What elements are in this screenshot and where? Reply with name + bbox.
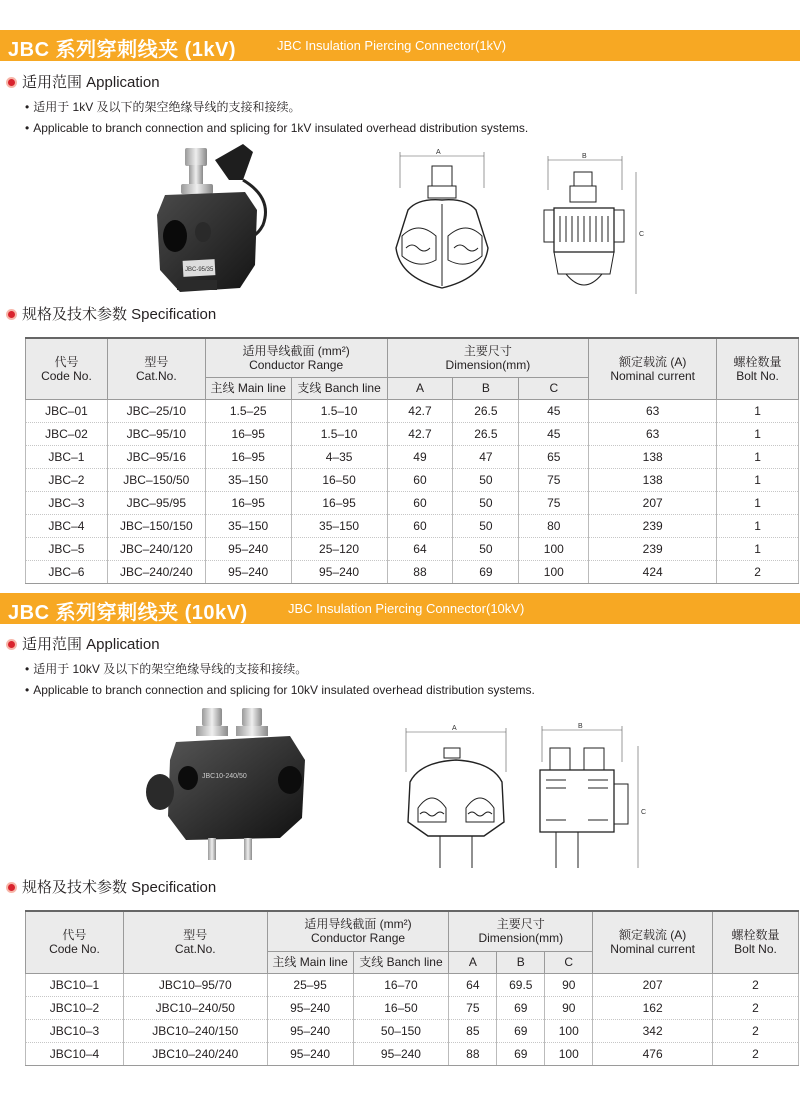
table-cell: 26.5 [453,399,519,422]
table-cell: 95–240 [291,560,387,583]
table-cell: JBC–3 [26,491,108,514]
section1-bullet-zh: • 适用于 1kV 及以下的架空绝缘导线的支接和接续。 [25,98,301,115]
table-cell: JBC10–1 [26,973,124,996]
table-cell: JBC10–240/150 [123,1019,267,1042]
header-a: A [387,377,453,399]
table-cell: 1 [717,445,799,468]
table-row [26,996,799,1019]
section2-banner [0,593,800,624]
table-cell: 35–150 [291,514,387,537]
table-row [26,973,799,996]
table-cell: JBC–95/16 [107,445,205,468]
table-cell: 95–240 [205,537,291,560]
section2-title-en: JBC Insulation Piercing Connector(10kV) [288,601,525,616]
section2-spec-heading [6,876,216,897]
section2-bullet-zh: • 适用于 10kV 及以下的架空绝缘导线的支接和接续。 [25,660,307,677]
table-row [26,468,799,491]
section1-product-label: JBC-95/35 [185,267,214,273]
table-cell: 1 [717,422,799,445]
header-b: B [453,377,519,399]
table-cell: 50–150 [353,1019,449,1042]
table-cell: 2 [713,1042,799,1065]
table-cell: 1 [717,537,799,560]
header-branch-line: 支线 Banch line [353,951,449,973]
header-current: 额定载流 (A) Nominal current [589,338,717,399]
table-cell: 50 [453,537,519,560]
table-cell: JBC10–95/70 [123,973,267,996]
section1-dim-label-a: A [436,149,441,156]
table-row [26,399,799,422]
section1-spec-heading-text: 规格及技术参数 Specification [22,306,217,323]
section1-application-heading-text: 适用范围 Application [22,74,160,91]
section2-dim-label-a: A [452,725,457,732]
table-cell: 95–240 [267,996,353,1019]
table-cell: 75 [449,996,497,1019]
table-cell: 75 [519,491,589,514]
table-cell: 16–50 [291,468,387,491]
table-cell: 88 [449,1042,497,1065]
table-cell: 49 [387,445,453,468]
table-cell: 88 [387,560,453,583]
table-cell: JBC10–240/240 [123,1042,267,1065]
section1-bullet-en: • Applicable to branch connection and splicing for 1kV insulated overhead distribution systems. [25,121,528,135]
section2-dimension-drawing-bc [530,722,650,872]
table-cell: 95–240 [267,1019,353,1042]
section2-table-body [26,973,799,1065]
table-cell: 75 [519,468,589,491]
header-range: 适用导线截面 (mm²) Conductor Range [267,911,449,951]
section2-dimension-drawing-a [400,722,515,872]
table-row [26,537,799,560]
header-bolt: 螺栓数量 Bolt No. [717,338,799,399]
table-row [26,491,799,514]
table-cell: 60 [387,514,453,537]
table-cell: 207 [593,973,713,996]
header-dimension: 主要尺寸 Dimension(mm) [387,338,589,377]
table-cell: 63 [589,399,717,422]
table-cell: JBC–95/10 [107,422,205,445]
table-cell: 69 [497,1042,545,1065]
section1-dimension-drawing-bc [540,150,650,300]
table-cell: 342 [593,1019,713,1042]
table-cell: 2 [713,996,799,1019]
header-bolt: 螺栓数量 Bolt No. [713,911,799,973]
table-row [26,1019,799,1042]
table-cell: 42.7 [387,399,453,422]
section1-dimension-drawing-a [388,148,498,300]
table-cell: 25–120 [291,537,387,560]
table-cell: 162 [593,996,713,1019]
section2-spec-table [25,910,799,1066]
table-cell: 69 [497,1019,545,1042]
section1-dim-label-c: C [639,231,645,238]
section2-product-photo [140,700,320,865]
table-cell: 1.5–25 [205,399,291,422]
red-circle-bullet-icon [6,309,17,320]
header-branch-line: 支线 Banch line [291,377,387,399]
header-range: 适用导线截面 (mm²) Conductor Range [205,338,387,377]
table-cell: 95–240 [267,1042,353,1065]
table-cell: 1 [717,468,799,491]
table-cell: 69 [453,560,519,583]
table-cell: JBC–02 [26,422,108,445]
header-code: 代号 Code No. [26,338,108,399]
table-cell: JBC–240/240 [107,560,205,583]
table-cell: 138 [589,445,717,468]
header-cat: 型号 Cat.No. [107,338,205,399]
table-cell: 63 [589,422,717,445]
section2-dim-label-b: B [578,723,583,730]
table-cell: 100 [545,1042,593,1065]
table-cell: 424 [589,560,717,583]
table-cell: 239 [589,537,717,560]
header-cat: 型号 Cat.No. [123,911,267,973]
header-a: A [449,951,497,973]
table-cell: 64 [449,973,497,996]
header-c: C [545,951,593,973]
header-code: 代号 Code No. [26,911,124,973]
section1-banner [0,30,800,61]
table-cell: 16–95 [291,491,387,514]
table-cell: JBC–4 [26,514,108,537]
table-cell: 100 [519,537,589,560]
table-cell: 2 [713,1019,799,1042]
table-cell: 42.7 [387,422,453,445]
table-row [26,1042,799,1065]
section2-product-label: JBC10-240/50 [202,773,247,780]
table-cell: 35–150 [205,468,291,491]
table-cell: 16–70 [353,973,449,996]
section2-application-heading [6,633,160,654]
section1-application-heading [6,71,160,92]
table-cell: 64 [387,537,453,560]
table-cell: JBC–240/120 [107,537,205,560]
table-cell: JBC–5 [26,537,108,560]
table-cell: 4–35 [291,445,387,468]
table-cell: 85 [449,1019,497,1042]
table-cell: 95–240 [353,1042,449,1065]
table-cell: JBC–150/50 [107,468,205,491]
header-b: B [497,951,545,973]
table-cell: 476 [593,1042,713,1065]
table-row [26,445,799,468]
table-cell: 60 [387,491,453,514]
section2-application-heading-text: 适用范围 Application [22,636,160,653]
table-cell: 239 [589,514,717,537]
table-cell: 69.5 [497,973,545,996]
section1-product-photo [145,140,280,300]
table-cell: JBC–25/10 [107,399,205,422]
header-current: 额定载流 (A) Nominal current [593,911,713,973]
table-cell: JBC–6 [26,560,108,583]
table-cell: 45 [519,399,589,422]
table-row [26,422,799,445]
table-row [26,514,799,537]
table-cell: 1.5–10 [291,422,387,445]
table-cell: 207 [589,491,717,514]
header-main-line: 主线 Main line [205,377,291,399]
table-cell: 100 [545,1019,593,1042]
table-row [26,560,799,583]
table-cell: 1.5–10 [291,399,387,422]
table-cell: 50 [453,514,519,537]
section2-spec-heading-text: 规格及技术参数 Specification [22,879,217,896]
table-cell: JBC10–240/50 [123,996,267,1019]
table-cell: 69 [497,996,545,1019]
section2-bullet-en: • Applicable to branch connection and splicing for 10kV insulated overhead distribution systems. [25,683,535,697]
table-cell: 25–95 [267,973,353,996]
section1-title-zh: JBC 系列穿刺线夹 (1kV) [8,39,237,61]
table-cell: 35–150 [205,514,291,537]
red-circle-bullet-icon [6,639,17,650]
table-cell: JBC10–3 [26,1019,124,1042]
table-cell: 65 [519,445,589,468]
table-cell: 50 [453,491,519,514]
table-cell: JBC–1 [26,445,108,468]
red-circle-bullet-icon [6,882,17,893]
table-cell: 50 [453,468,519,491]
header-c: C [519,377,589,399]
section1-dim-label-b: B [582,153,587,160]
table-cell: 100 [519,560,589,583]
section2-title-zh: JBC 系列穿刺线夹 (10kV) [8,602,248,624]
table-cell: 2 [717,560,799,583]
table-cell: 90 [545,996,593,1019]
table-cell: JBC–150/150 [107,514,205,537]
table-cell: 1 [717,491,799,514]
table-cell: 16–95 [205,422,291,445]
red-circle-bullet-icon [6,77,17,88]
table-cell: 95–240 [205,560,291,583]
table-cell: 16–50 [353,996,449,1019]
table-cell: 16–95 [205,445,291,468]
table-cell: 60 [387,468,453,491]
table-cell: JBC10–2 [26,996,124,1019]
header-main-line: 主线 Main line [267,951,353,973]
table-cell: 26.5 [453,422,519,445]
section1-table-body [26,399,799,583]
table-cell: 1 [717,399,799,422]
table-cell: JBC–01 [26,399,108,422]
section1-spec-table [25,337,799,584]
table-cell: 47 [453,445,519,468]
table-cell: 138 [589,468,717,491]
header-dimension: 主要尺寸 Dimension(mm) [449,911,593,951]
section1-title-en: JBC Insulation Piercing Connector(1kV) [277,38,507,53]
table-cell: 1 [717,514,799,537]
table-cell: 45 [519,422,589,445]
table-cell: 16–95 [205,491,291,514]
table-cell: JBC–95/95 [107,491,205,514]
table-cell: 80 [519,514,589,537]
table-cell: 90 [545,973,593,996]
table-cell: JBC–2 [26,468,108,491]
section1-spec-heading [6,303,216,324]
table-cell: JBC10–4 [26,1042,124,1065]
table-cell: 2 [713,973,799,996]
section2-dim-label-c: C [641,809,647,816]
